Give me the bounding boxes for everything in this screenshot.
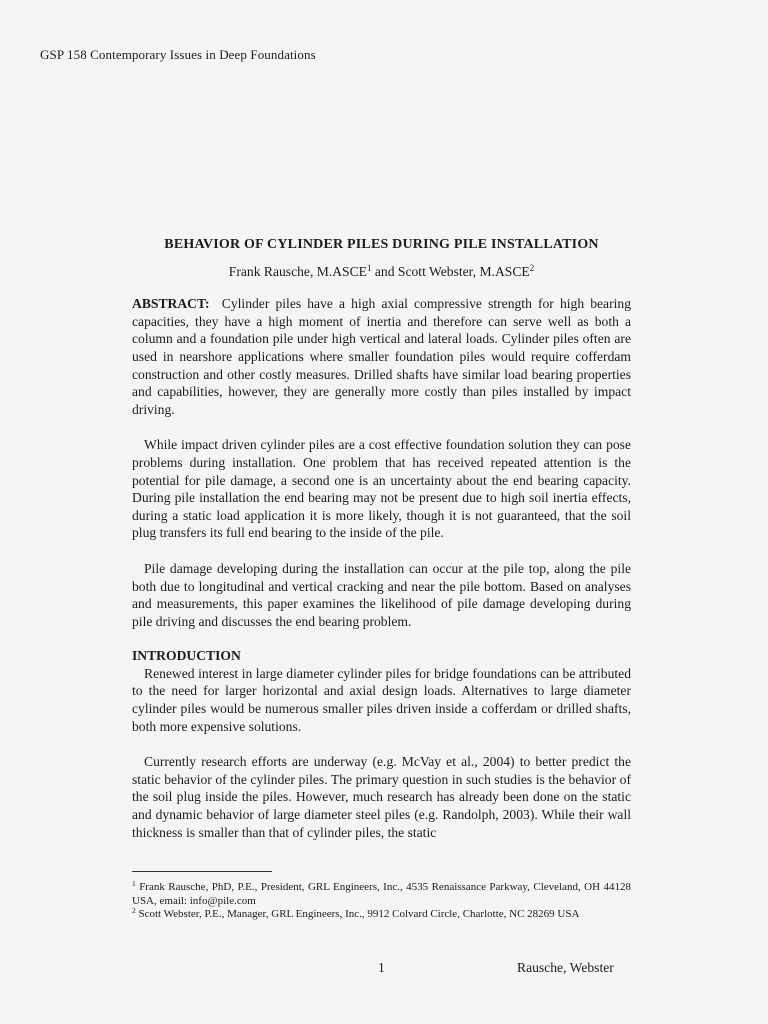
author-2-footnote-mark: 2 (529, 262, 535, 273)
abstract-label: ABSTRACT: (132, 296, 210, 312)
author-line (132, 263, 631, 281)
author-1-name: Frank Rausche, M.ASCE (228, 263, 367, 279)
abstract-text-1: Cylinder piles have a high axial compressive strength for high bearing capacities, they have a high moment of inertia and therefore can serve well as both a column and a foundation pile under high vertical and lateral loads. Cylinder piles often are used in nearshore applications where smaller foundation piles would require cofferdam construction and other costly measures. Drilled shafts have similar load bearing properties and capabilities, however, they are generally more costly than piles installed by impact driving. (132, 296, 631, 417)
page-number: 1 (378, 960, 385, 975)
footnote-2 (132, 908, 631, 922)
paper-title: BEHAVIOR OF CYLINDER PILES DURING PILE INSTALLATION (164, 237, 599, 252)
author-1-footnote-mark: 1 (366, 262, 372, 273)
introduction-paragraph-1: Renewed interest in large diameter cylinder piles for bridge foundations can be attributed to the need for larger horizontal and axial design loads. Alternatives to large diameter cylinder piles would be numerous smaller piles driven inside a cofferdam or drilled shafts, both more expensive solutions. (132, 665, 631, 734)
main-content (132, 236, 631, 841)
running-footer-authors: Rausche, Webster (517, 960, 614, 975)
introduction-heading: INTRODUCTION (132, 648, 241, 664)
abstract-paragraph-3: Pile damage developing during the installation can occur at the pile top, along the pile both due to longitudinal and vertical cracking and near the pile bottom. Based on analyses and measurements, this paper examines the likelihood of pile damage developing during pile driving and discusses the end bearing problem. (132, 560, 631, 629)
abstract-paragraph-1 (132, 295, 631, 418)
footnote-2-mark: 2 (132, 906, 136, 916)
footnote-1-text: Frank Rausche, PhD, P.E., President, GRL Engineers, Inc., 4535 Renaissance Parkway, Cleveland, OH 44128 USA, email: info@pile.com (132, 881, 631, 907)
footnote-divider (132, 871, 272, 872)
footnote-1-mark: 1 (132, 879, 136, 888)
footnote-2-text: Scott Webster, P.E., Manager, GRL Engineers, Inc., 9912 Colvard Circle, Charlotte, NC 28269 USA (135, 908, 580, 921)
running-header: GSP 158 Contemporary Issues in Deep Foundations (40, 47, 316, 62)
author-2-name: and Scott Webster, M.ASCE (371, 263, 530, 279)
introduction-paragraph-2: Currently research efforts are underway (e.g. McVay et al., 2004) to better predict the static behavior of the cylinder piles. The primary question in such studies is the behavior of the soil plug inside the piles. However, much research has already been done on the static and dynamic behavior of large diameter steel piles (e.g. Randolph, 2003). While their wall thickness is smaller than that of cylinder piles, the static (132, 754, 631, 840)
footnotes (132, 871, 631, 922)
abstract-paragraph-2: While impact driven cylinder piles are a cost effective foundation solution they can pose problems during installation. One problem that has received repeated attention is the potential for pile damage, a second one is an uncertainty about the end bearing capacity. During pile installation the end bearing may not be present due to high soil inertia effects, during a static load application it is more likely, though it is not guaranteed, that the soil plug transfers its full end bearing to the inside of the pile. (132, 437, 631, 541)
footnote-1 (132, 881, 631, 908)
